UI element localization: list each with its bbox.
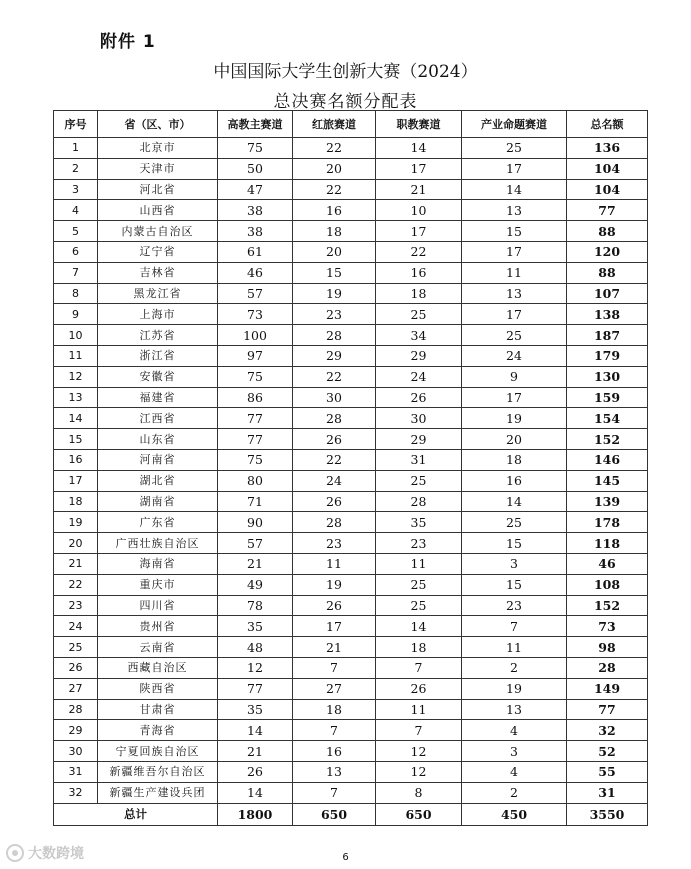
row-index: 22	[54, 574, 98, 595]
row-industry: 2	[462, 657, 567, 678]
row-higher-ed: 71	[218, 491, 293, 512]
header-vocational-track: 职教赛道	[376, 111, 462, 138]
row-red-tour: 20	[293, 241, 376, 262]
row-industry: 25	[462, 325, 567, 346]
row-red-tour: 30	[293, 387, 376, 408]
document-title: 中国国际大学生创新大赛（2024）	[213, 62, 478, 82]
row-total: 107	[567, 283, 648, 304]
row-higher-ed: 26	[218, 761, 293, 782]
row-total: 88	[567, 262, 648, 283]
row-red-tour: 28	[293, 512, 376, 533]
row-higher-ed: 14	[218, 782, 293, 803]
row-province: 甘肃省	[98, 699, 218, 720]
row-red-tour: 23	[293, 533, 376, 554]
row-province: 海南省	[98, 553, 218, 574]
row-index: 5	[54, 221, 98, 242]
table-row	[54, 574, 648, 595]
row-vocational: 22	[376, 241, 462, 262]
row-index: 9	[54, 304, 98, 325]
table-row	[54, 283, 648, 304]
row-red-tour: 24	[293, 470, 376, 491]
row-red-tour: 15	[293, 262, 376, 283]
totals-vocational: 650	[376, 803, 462, 825]
row-higher-ed: 38	[218, 200, 293, 221]
row-red-tour: 22	[293, 138, 376, 159]
row-total: 139	[567, 491, 648, 512]
row-total: 154	[567, 408, 648, 429]
row-higher-ed: 78	[218, 595, 293, 616]
row-higher-ed: 77	[218, 429, 293, 450]
totals-higher-ed: 1800	[218, 803, 293, 825]
row-red-tour: 19	[293, 283, 376, 304]
row-province: 北京市	[98, 138, 218, 159]
row-higher-ed: 49	[218, 574, 293, 595]
row-red-tour: 22	[293, 366, 376, 387]
row-vocational: 16	[376, 262, 462, 283]
row-vocational: 30	[376, 408, 462, 429]
quota-table	[53, 110, 648, 826]
row-vocational: 25	[376, 470, 462, 491]
totals-label: 总计	[54, 803, 218, 825]
row-higher-ed: 21	[218, 741, 293, 762]
row-total: 104	[567, 158, 648, 179]
row-vocational: 31	[376, 449, 462, 470]
row-higher-ed: 80	[218, 470, 293, 491]
row-higher-ed: 75	[218, 138, 293, 159]
row-total: 120	[567, 241, 648, 262]
row-vocational: 14	[376, 616, 462, 637]
table-row	[54, 200, 648, 221]
row-industry: 18	[462, 449, 567, 470]
row-industry: 20	[462, 429, 567, 450]
row-province: 天津市	[98, 158, 218, 179]
row-higher-ed: 46	[218, 262, 293, 283]
row-higher-ed: 77	[218, 678, 293, 699]
row-vocational: 29	[376, 345, 462, 366]
table-row	[54, 720, 648, 741]
row-vocational: 23	[376, 533, 462, 554]
table-row	[54, 408, 648, 429]
row-vocational: 21	[376, 179, 462, 200]
row-industry: 11	[462, 637, 567, 658]
row-higher-ed: 57	[218, 283, 293, 304]
table-row	[54, 782, 648, 803]
row-total: 136	[567, 138, 648, 159]
row-higher-ed: 75	[218, 366, 293, 387]
row-industry: 17	[462, 241, 567, 262]
row-higher-ed: 75	[218, 449, 293, 470]
row-industry: 17	[462, 158, 567, 179]
row-red-tour: 11	[293, 553, 376, 574]
attachment-label: 附件 1	[100, 32, 156, 52]
row-province: 云南省	[98, 637, 218, 658]
row-industry: 4	[462, 720, 567, 741]
row-vocational: 35	[376, 512, 462, 533]
row-red-tour: 28	[293, 325, 376, 346]
row-industry: 15	[462, 221, 567, 242]
row-industry: 11	[462, 262, 567, 283]
totals-grand-total: 3550	[567, 803, 648, 825]
row-province: 河北省	[98, 179, 218, 200]
row-higher-ed: 50	[218, 158, 293, 179]
row-red-tour: 19	[293, 574, 376, 595]
row-higher-ed: 73	[218, 304, 293, 325]
row-total: 77	[567, 699, 648, 720]
row-province: 辽宁省	[98, 241, 218, 262]
row-province: 安徽省	[98, 366, 218, 387]
row-vocational: 24	[376, 366, 462, 387]
row-index: 2	[54, 158, 98, 179]
row-higher-ed: 77	[218, 408, 293, 429]
row-index: 19	[54, 512, 98, 533]
row-vocational: 25	[376, 574, 462, 595]
row-higher-ed: 35	[218, 699, 293, 720]
row-total: 98	[567, 637, 648, 658]
row-index: 16	[54, 449, 98, 470]
table-row	[54, 429, 648, 450]
row-index: 31	[54, 761, 98, 782]
row-total: 46	[567, 553, 648, 574]
table-header-row	[54, 111, 648, 138]
row-red-tour: 18	[293, 699, 376, 720]
row-industry: 16	[462, 470, 567, 491]
row-total: 159	[567, 387, 648, 408]
row-red-tour: 26	[293, 595, 376, 616]
row-province: 青海省	[98, 720, 218, 741]
row-vocational: 34	[376, 325, 462, 346]
row-index: 15	[54, 429, 98, 450]
row-vocational: 7	[376, 657, 462, 678]
row-province: 山东省	[98, 429, 218, 450]
row-industry: 15	[462, 574, 567, 595]
table-row	[54, 699, 648, 720]
row-industry: 19	[462, 408, 567, 429]
row-vocational: 11	[376, 553, 462, 574]
row-red-tour: 26	[293, 429, 376, 450]
row-vocational: 25	[376, 595, 462, 616]
header-higher-ed-track: 高教主赛道	[218, 111, 293, 138]
table-row	[54, 304, 648, 325]
row-province: 广西壮族自治区	[98, 533, 218, 554]
row-province: 湖北省	[98, 470, 218, 491]
row-province: 黑龙江省	[98, 283, 218, 304]
row-vocational: 29	[376, 429, 462, 450]
row-red-tour: 22	[293, 449, 376, 470]
row-red-tour: 7	[293, 657, 376, 678]
row-industry: 4	[462, 761, 567, 782]
row-vocational: 10	[376, 200, 462, 221]
row-higher-ed: 100	[218, 325, 293, 346]
row-higher-ed: 12	[218, 657, 293, 678]
row-total: 77	[567, 200, 648, 221]
row-index: 13	[54, 387, 98, 408]
row-province: 新疆维吾尔自治区	[98, 761, 218, 782]
row-index: 3	[54, 179, 98, 200]
row-red-tour: 16	[293, 741, 376, 762]
row-vocational: 26	[376, 387, 462, 408]
row-industry: 13	[462, 200, 567, 221]
table-row	[54, 345, 648, 366]
table-row	[54, 637, 648, 658]
row-red-tour: 20	[293, 158, 376, 179]
row-industry: 3	[462, 741, 567, 762]
row-province: 陕西省	[98, 678, 218, 699]
row-higher-ed: 48	[218, 637, 293, 658]
row-red-tour: 28	[293, 408, 376, 429]
row-index: 11	[54, 345, 98, 366]
row-total: 179	[567, 345, 648, 366]
row-higher-ed: 47	[218, 179, 293, 200]
row-index: 6	[54, 241, 98, 262]
row-index: 32	[54, 782, 98, 803]
row-index: 8	[54, 283, 98, 304]
row-industry: 2	[462, 782, 567, 803]
row-province: 山西省	[98, 200, 218, 221]
row-province: 福建省	[98, 387, 218, 408]
row-total: 52	[567, 741, 648, 762]
row-vocational: 17	[376, 221, 462, 242]
row-total: 145	[567, 470, 648, 491]
row-industry: 9	[462, 366, 567, 387]
row-total: 88	[567, 221, 648, 242]
row-industry: 14	[462, 179, 567, 200]
row-vocational: 12	[376, 741, 462, 762]
row-higher-ed: 35	[218, 616, 293, 637]
row-vocational: 14	[376, 138, 462, 159]
totals-row	[54, 803, 648, 825]
row-province: 四川省	[98, 595, 218, 616]
table-row	[54, 366, 648, 387]
row-index: 21	[54, 553, 98, 574]
row-index: 14	[54, 408, 98, 429]
row-province: 上海市	[98, 304, 218, 325]
table-row	[54, 138, 648, 159]
row-province: 江苏省	[98, 325, 218, 346]
table-row	[54, 553, 648, 574]
row-province: 广东省	[98, 512, 218, 533]
row-industry: 24	[462, 345, 567, 366]
row-index: 28	[54, 699, 98, 720]
row-vocational: 28	[376, 491, 462, 512]
row-industry: 13	[462, 699, 567, 720]
row-red-tour: 23	[293, 304, 376, 325]
table-row	[54, 512, 648, 533]
row-index: 23	[54, 595, 98, 616]
row-province: 浙江省	[98, 345, 218, 366]
row-industry: 17	[462, 387, 567, 408]
table-row	[54, 616, 648, 637]
row-vocational: 11	[376, 699, 462, 720]
header-industry-track: 产业命题赛道	[462, 111, 567, 138]
row-industry: 3	[462, 553, 567, 574]
row-total: 55	[567, 761, 648, 782]
table-row	[54, 595, 648, 616]
row-province: 湖南省	[98, 491, 218, 512]
table-row	[54, 241, 648, 262]
row-industry: 7	[462, 616, 567, 637]
row-index: 29	[54, 720, 98, 741]
row-total: 178	[567, 512, 648, 533]
row-total: 118	[567, 533, 648, 554]
document-subtitle: 总决赛名额分配表	[273, 92, 418, 112]
table-row	[54, 470, 648, 491]
row-vocational: 18	[376, 637, 462, 658]
row-red-tour: 17	[293, 616, 376, 637]
row-higher-ed: 38	[218, 221, 293, 242]
row-total: 146	[567, 449, 648, 470]
row-total: 28	[567, 657, 648, 678]
row-industry: 17	[462, 304, 567, 325]
row-total: 130	[567, 366, 648, 387]
page-number: 6	[342, 852, 349, 863]
row-higher-ed: 90	[218, 512, 293, 533]
totals-red-tour: 650	[293, 803, 376, 825]
row-higher-ed: 14	[218, 720, 293, 741]
table-row	[54, 761, 648, 782]
row-index: 30	[54, 741, 98, 762]
row-index: 26	[54, 657, 98, 678]
row-industry: 13	[462, 283, 567, 304]
row-vocational: 26	[376, 678, 462, 699]
row-province: 重庆市	[98, 574, 218, 595]
row-vocational: 17	[376, 158, 462, 179]
row-red-tour: 13	[293, 761, 376, 782]
row-red-tour: 29	[293, 345, 376, 366]
row-total: 108	[567, 574, 648, 595]
table-row	[54, 387, 648, 408]
row-index: 18	[54, 491, 98, 512]
table-row	[54, 533, 648, 554]
row-province: 江西省	[98, 408, 218, 429]
table-row	[54, 678, 648, 699]
totals-industry: 450	[462, 803, 567, 825]
row-total: 152	[567, 429, 648, 450]
row-total: 104	[567, 179, 648, 200]
row-vocational: 18	[376, 283, 462, 304]
row-higher-ed: 61	[218, 241, 293, 262]
row-vocational: 25	[376, 304, 462, 325]
row-province: 新疆生产建设兵团	[98, 782, 218, 803]
row-province: 贵州省	[98, 616, 218, 637]
table-row	[54, 158, 648, 179]
row-red-tour: 21	[293, 637, 376, 658]
row-vocational: 8	[376, 782, 462, 803]
header-total-quota: 总名额	[567, 111, 648, 138]
table-row	[54, 657, 648, 678]
row-red-tour: 26	[293, 491, 376, 512]
row-province: 吉林省	[98, 262, 218, 283]
row-total: 187	[567, 325, 648, 346]
row-industry: 19	[462, 678, 567, 699]
row-index: 17	[54, 470, 98, 491]
row-index: 7	[54, 262, 98, 283]
row-index: 1	[54, 138, 98, 159]
row-red-tour: 22	[293, 179, 376, 200]
table-row	[54, 325, 648, 346]
row-higher-ed: 97	[218, 345, 293, 366]
table-row	[54, 221, 648, 242]
row-industry: 23	[462, 595, 567, 616]
header-index: 序号	[54, 111, 98, 138]
row-index: 24	[54, 616, 98, 637]
row-index: 4	[54, 200, 98, 221]
row-vocational: 7	[376, 720, 462, 741]
row-province: 内蒙古自治区	[98, 221, 218, 242]
row-total: 149	[567, 678, 648, 699]
table-row	[54, 741, 648, 762]
row-red-tour: 16	[293, 200, 376, 221]
table-row	[54, 262, 648, 283]
table-body	[54, 138, 648, 804]
row-industry: 25	[462, 512, 567, 533]
row-total: 138	[567, 304, 648, 325]
row-red-tour: 7	[293, 720, 376, 741]
table-row	[54, 449, 648, 470]
watermark-text: 大数跨境	[28, 846, 84, 862]
row-red-tour: 27	[293, 678, 376, 699]
row-industry: 15	[462, 533, 567, 554]
row-province: 河南省	[98, 449, 218, 470]
row-province: 宁夏回族自治区	[98, 741, 218, 762]
row-red-tour: 7	[293, 782, 376, 803]
row-vocational: 12	[376, 761, 462, 782]
header-red-tour-track: 红旅赛道	[293, 111, 376, 138]
header-province: 省（区、市）	[98, 111, 218, 138]
row-total: 31	[567, 782, 648, 803]
row-index: 12	[54, 366, 98, 387]
row-index: 27	[54, 678, 98, 699]
row-red-tour: 18	[293, 221, 376, 242]
row-index: 10	[54, 325, 98, 346]
row-higher-ed: 86	[218, 387, 293, 408]
row-total: 32	[567, 720, 648, 741]
row-higher-ed: 21	[218, 553, 293, 574]
table-row	[54, 491, 648, 512]
row-industry: 14	[462, 491, 567, 512]
row-index: 20	[54, 533, 98, 554]
row-industry: 25	[462, 138, 567, 159]
row-total: 73	[567, 616, 648, 637]
row-higher-ed: 57	[218, 533, 293, 554]
row-index: 25	[54, 637, 98, 658]
row-total: 152	[567, 595, 648, 616]
row-province: 西藏自治区	[98, 657, 218, 678]
table-row	[54, 179, 648, 200]
